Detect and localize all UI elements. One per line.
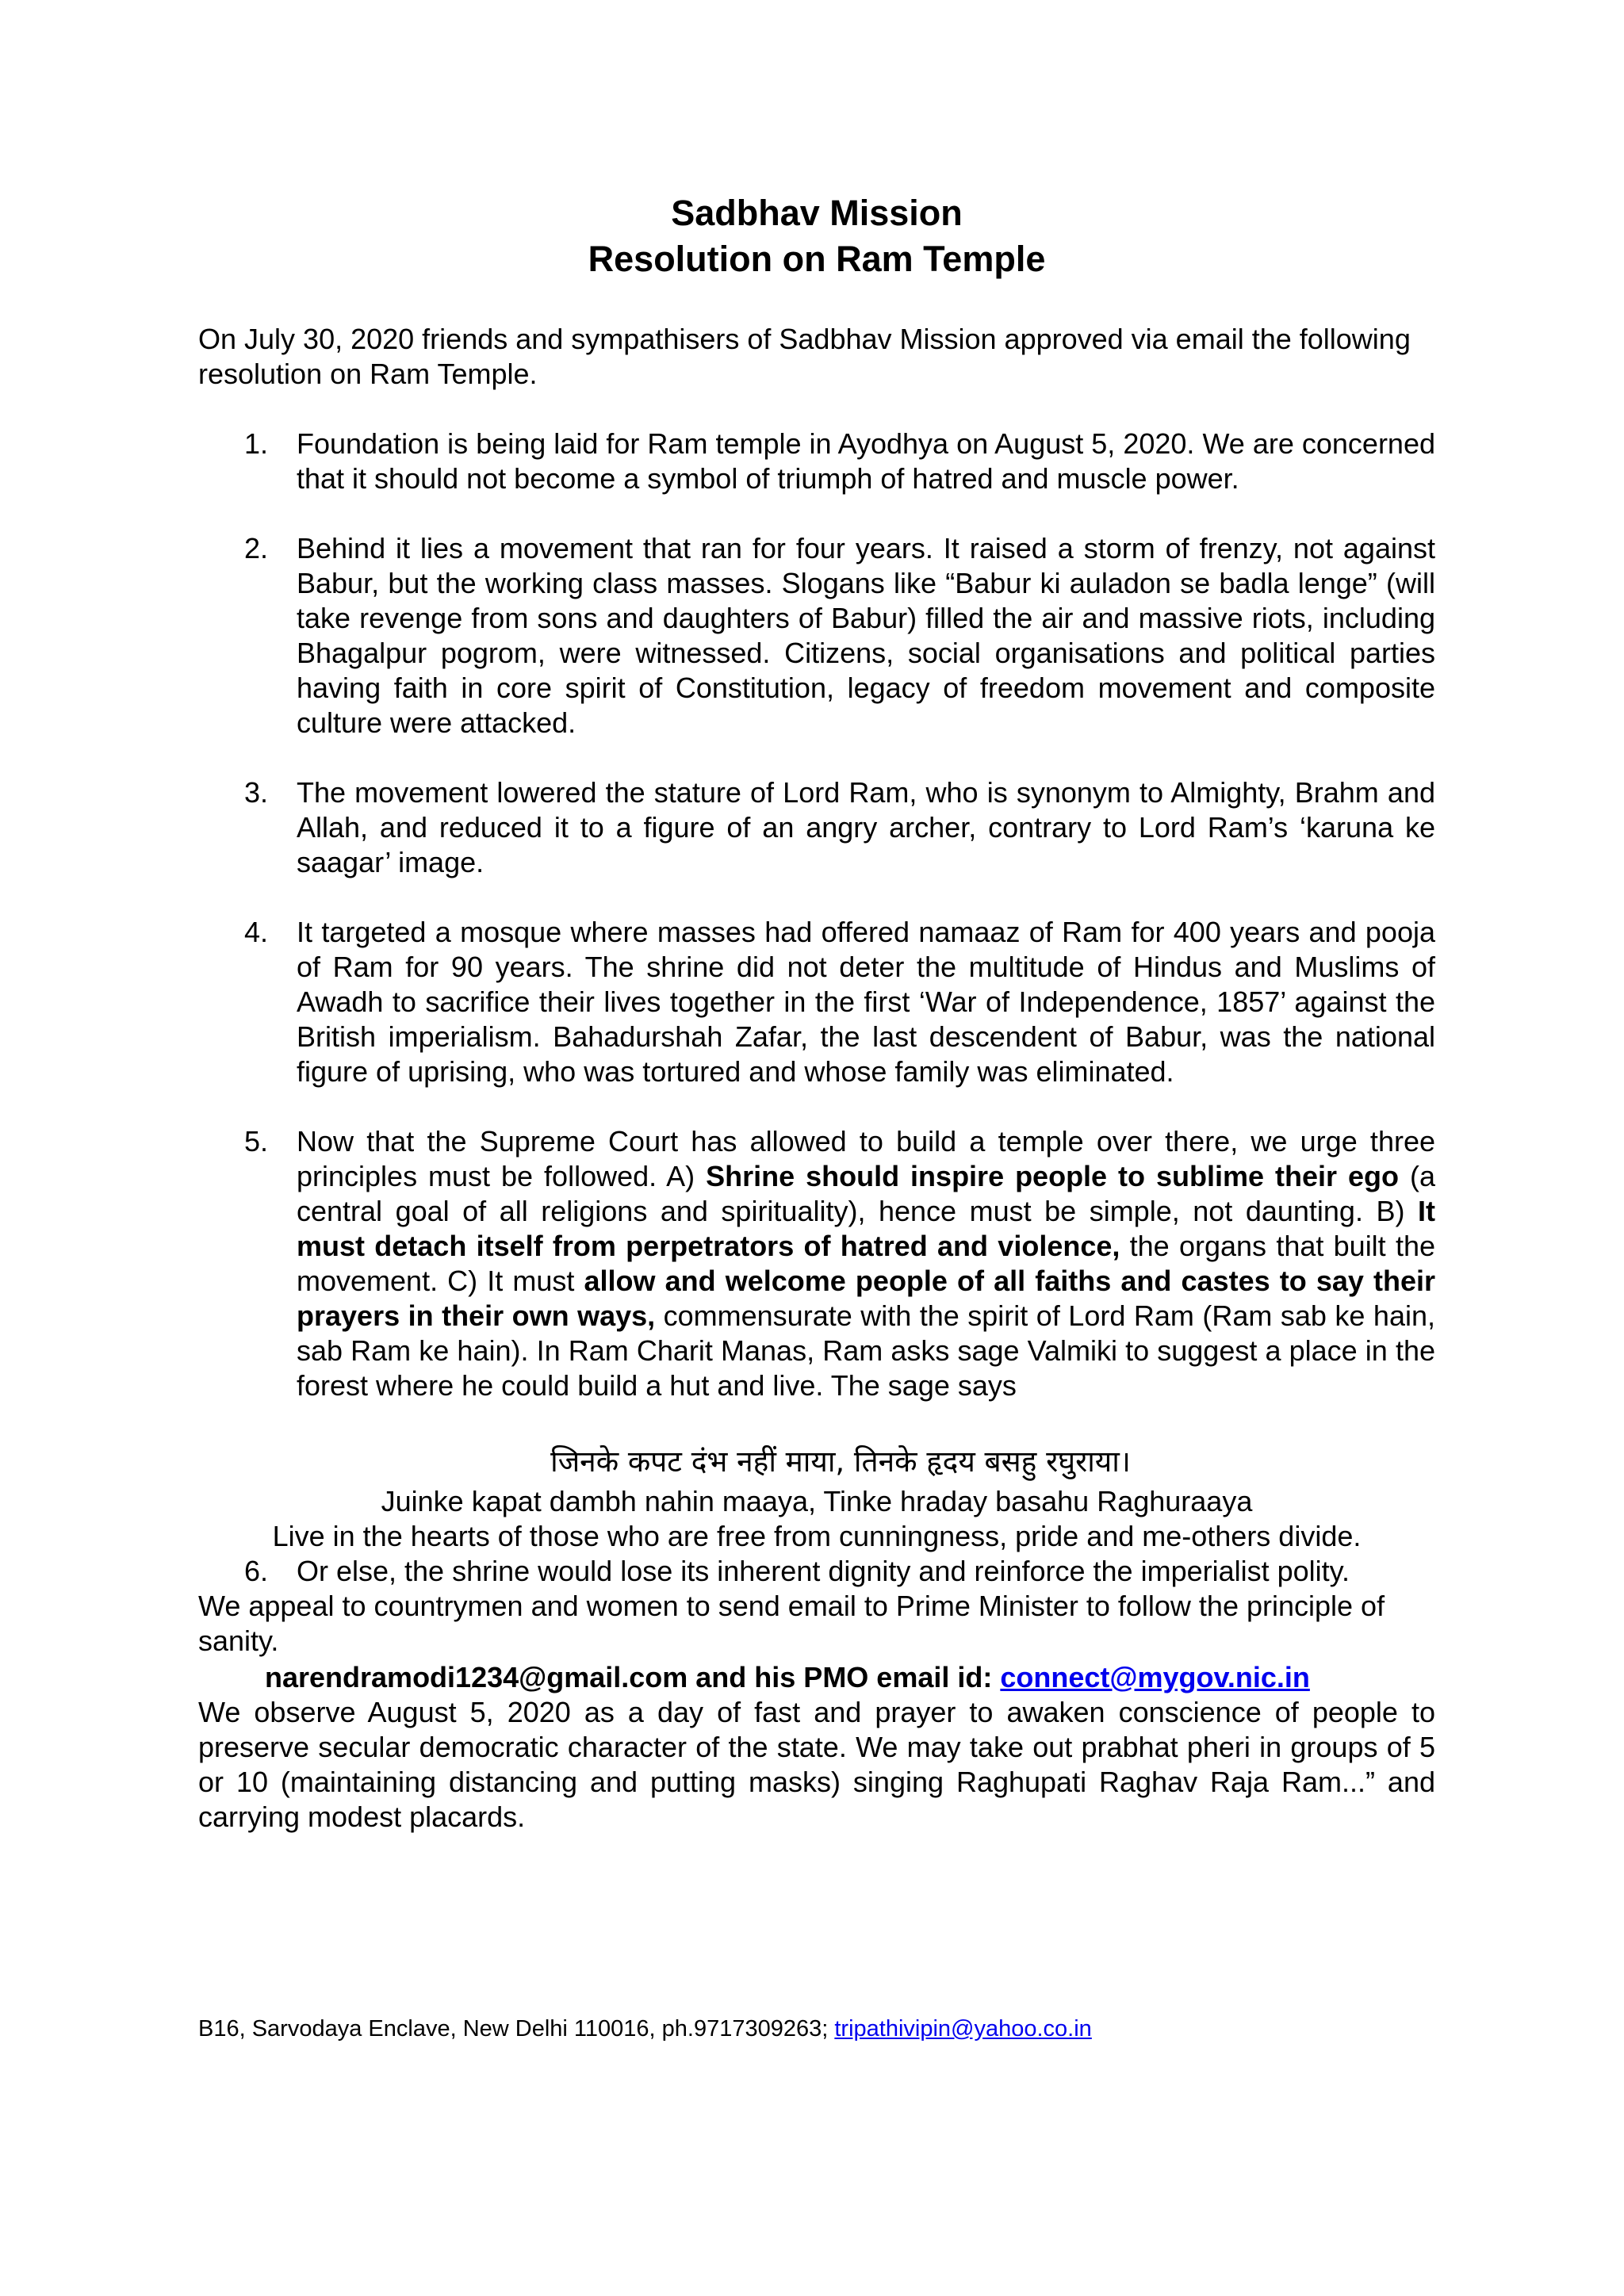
principle-b: It must detach itself from perpetrators of hatred and violence, (297, 1195, 1435, 1262)
document-title (198, 190, 1435, 282)
title-organization: Sadbhav Mission (671, 193, 963, 233)
footer-email-link[interactable]: tripathivipin@yahoo.co.in (834, 2016, 1092, 2042)
principle-a: Shrine should inspire people to sublime their ego (706, 1160, 1400, 1192)
footer-address: B16, Sarvodaya Enclave, New Delhi 110016, ph.9717309263; (198, 2016, 835, 2042)
principle-c: allow and welcome people of all faiths and castes to say their prayers in their own ways, (297, 1265, 1436, 1332)
resolution-point-3 (198, 775, 1435, 880)
point-number: 5. (244, 1125, 269, 1158)
verse-block (198, 1440, 1435, 1554)
point-number: 1. (244, 427, 269, 460)
resolution-points (198, 427, 1435, 1403)
point-text: Or else, the shrine would lose its inherent dignity and reinforce the imperialist polity. (297, 1555, 1350, 1587)
resolution-point-6 (198, 1554, 1435, 1589)
resolution-point-1 (198, 427, 1435, 496)
point-number: 2. (244, 532, 269, 564)
resolution-point-4 (198, 915, 1435, 1089)
point-text: The movement lowered the stature of Lord Ram, who is synonym to Almighty, Brahm and Allah, and reduced it to a figure of an angry archer, contrary to Lord Ram’s ‘karuna ke saagar’ image. (297, 776, 1435, 878)
point-text (297, 1125, 1435, 1402)
appeal-paragraph: We appeal to countrymen and women to send email to Prime Minister to follow the principle of sanity. (198, 1590, 1385, 1657)
resolution-points-continued (198, 1554, 1435, 1589)
title-subject: Resolution on Ram Temple (588, 239, 1046, 279)
document-page (198, 190, 1435, 1835)
resolution-point-5 (198, 1124, 1435, 1403)
verse-hindi: जिनके कपट दंभ नहीं माया, तिनके हृदय बसहु रघुराया। (550, 1445, 1131, 1479)
resolution-point-2 (198, 531, 1435, 740)
intro-paragraph: On July 30, 2020 friends and sympathisers of Sadbhav Mission approved via email the following resolution on Ram Temple. (198, 323, 1411, 390)
point-text: Foundation is being laid for Ram temple in Ayodhya on August 5, 2020. We are concerned that it should not become a symbol of triumph of hatred and muscle power. (297, 427, 1435, 495)
verse-transliteration: Juinke kapat dambh nahin maaya, Tinke hraday basahu Raghuraaya (381, 1485, 1253, 1517)
verse-meaning: Live in the hearts of those who are free from cunningness, pride and me-others divide. (272, 1520, 1362, 1552)
point-text: It targeted a mosque where masses had offered namaaz of Ram for 400 years and pooja of Ram for 90 years. The shrine did not deter the multitude of Hindus and Muslims of Awadh to sacrifice their lives together in the first ‘War of Independence, 1857’ against the British imperialism. Bahadurshah Zafar, the last descendent of Babur, was the national figure of uprising, who was tortured and whose family was eliminated. (297, 916, 1435, 1088)
point-text-segment: commensurate with the spirit of Lord Ram (Ram sab ke hain, sab Ram ke hain). In Ram Charit Manas, Ram asks sage Valmiki to suggest a place in the forest where he could build a hut and live. The sage says (297, 1299, 1435, 1402)
point-number: 3. (244, 776, 269, 809)
point-text: Behind it lies a movement that ran for four years. It raised a storm of frenzy, not against Babur, but the working class masses. Slogans like “Babur ki auladon se badla lenge” (will take revenge from sons and daughters of Babur) filled the air and massive riots, including Bhagalpur pogrom, were witnessed. Citizens, social organisations and political parties having faith in core spirit of Constitution, legacy of freedom movement and composite culture were attacked. (297, 532, 1435, 739)
point-number: 6. (244, 1555, 269, 1587)
pm-email-text: narendramodi1234@gmail.com and his PMO email id: (265, 1661, 1001, 1693)
point-number: 4. (244, 916, 269, 948)
point-text-segment: (a central goal of all religions and spirituality), hence must be simple, not daunting. B) (297, 1160, 1435, 1227)
footer-contact (198, 2015, 1092, 2043)
email-addresses (198, 1660, 1435, 1695)
point-text-segment: the organs that built the movement. C) It must (297, 1230, 1436, 1297)
observance-paragraph: We observe August 5, 2020 as a day of fast and prayer to awaken conscience of people to preserve secular democratic character of the state. We may take out prabhat pheri in groups of 5 or 10 (maintaining distancing and putting masks) singing Raghupati Raghav Raja Ram...” and carrying modest placards. (198, 1696, 1435, 1833)
point-text-segment: Now that the Supreme Court has allowed to build a temple over there, we urge three principles must be followed. A) (297, 1125, 1435, 1192)
pmo-email-link[interactable]: connect@mygov.nic.in (1000, 1661, 1310, 1693)
